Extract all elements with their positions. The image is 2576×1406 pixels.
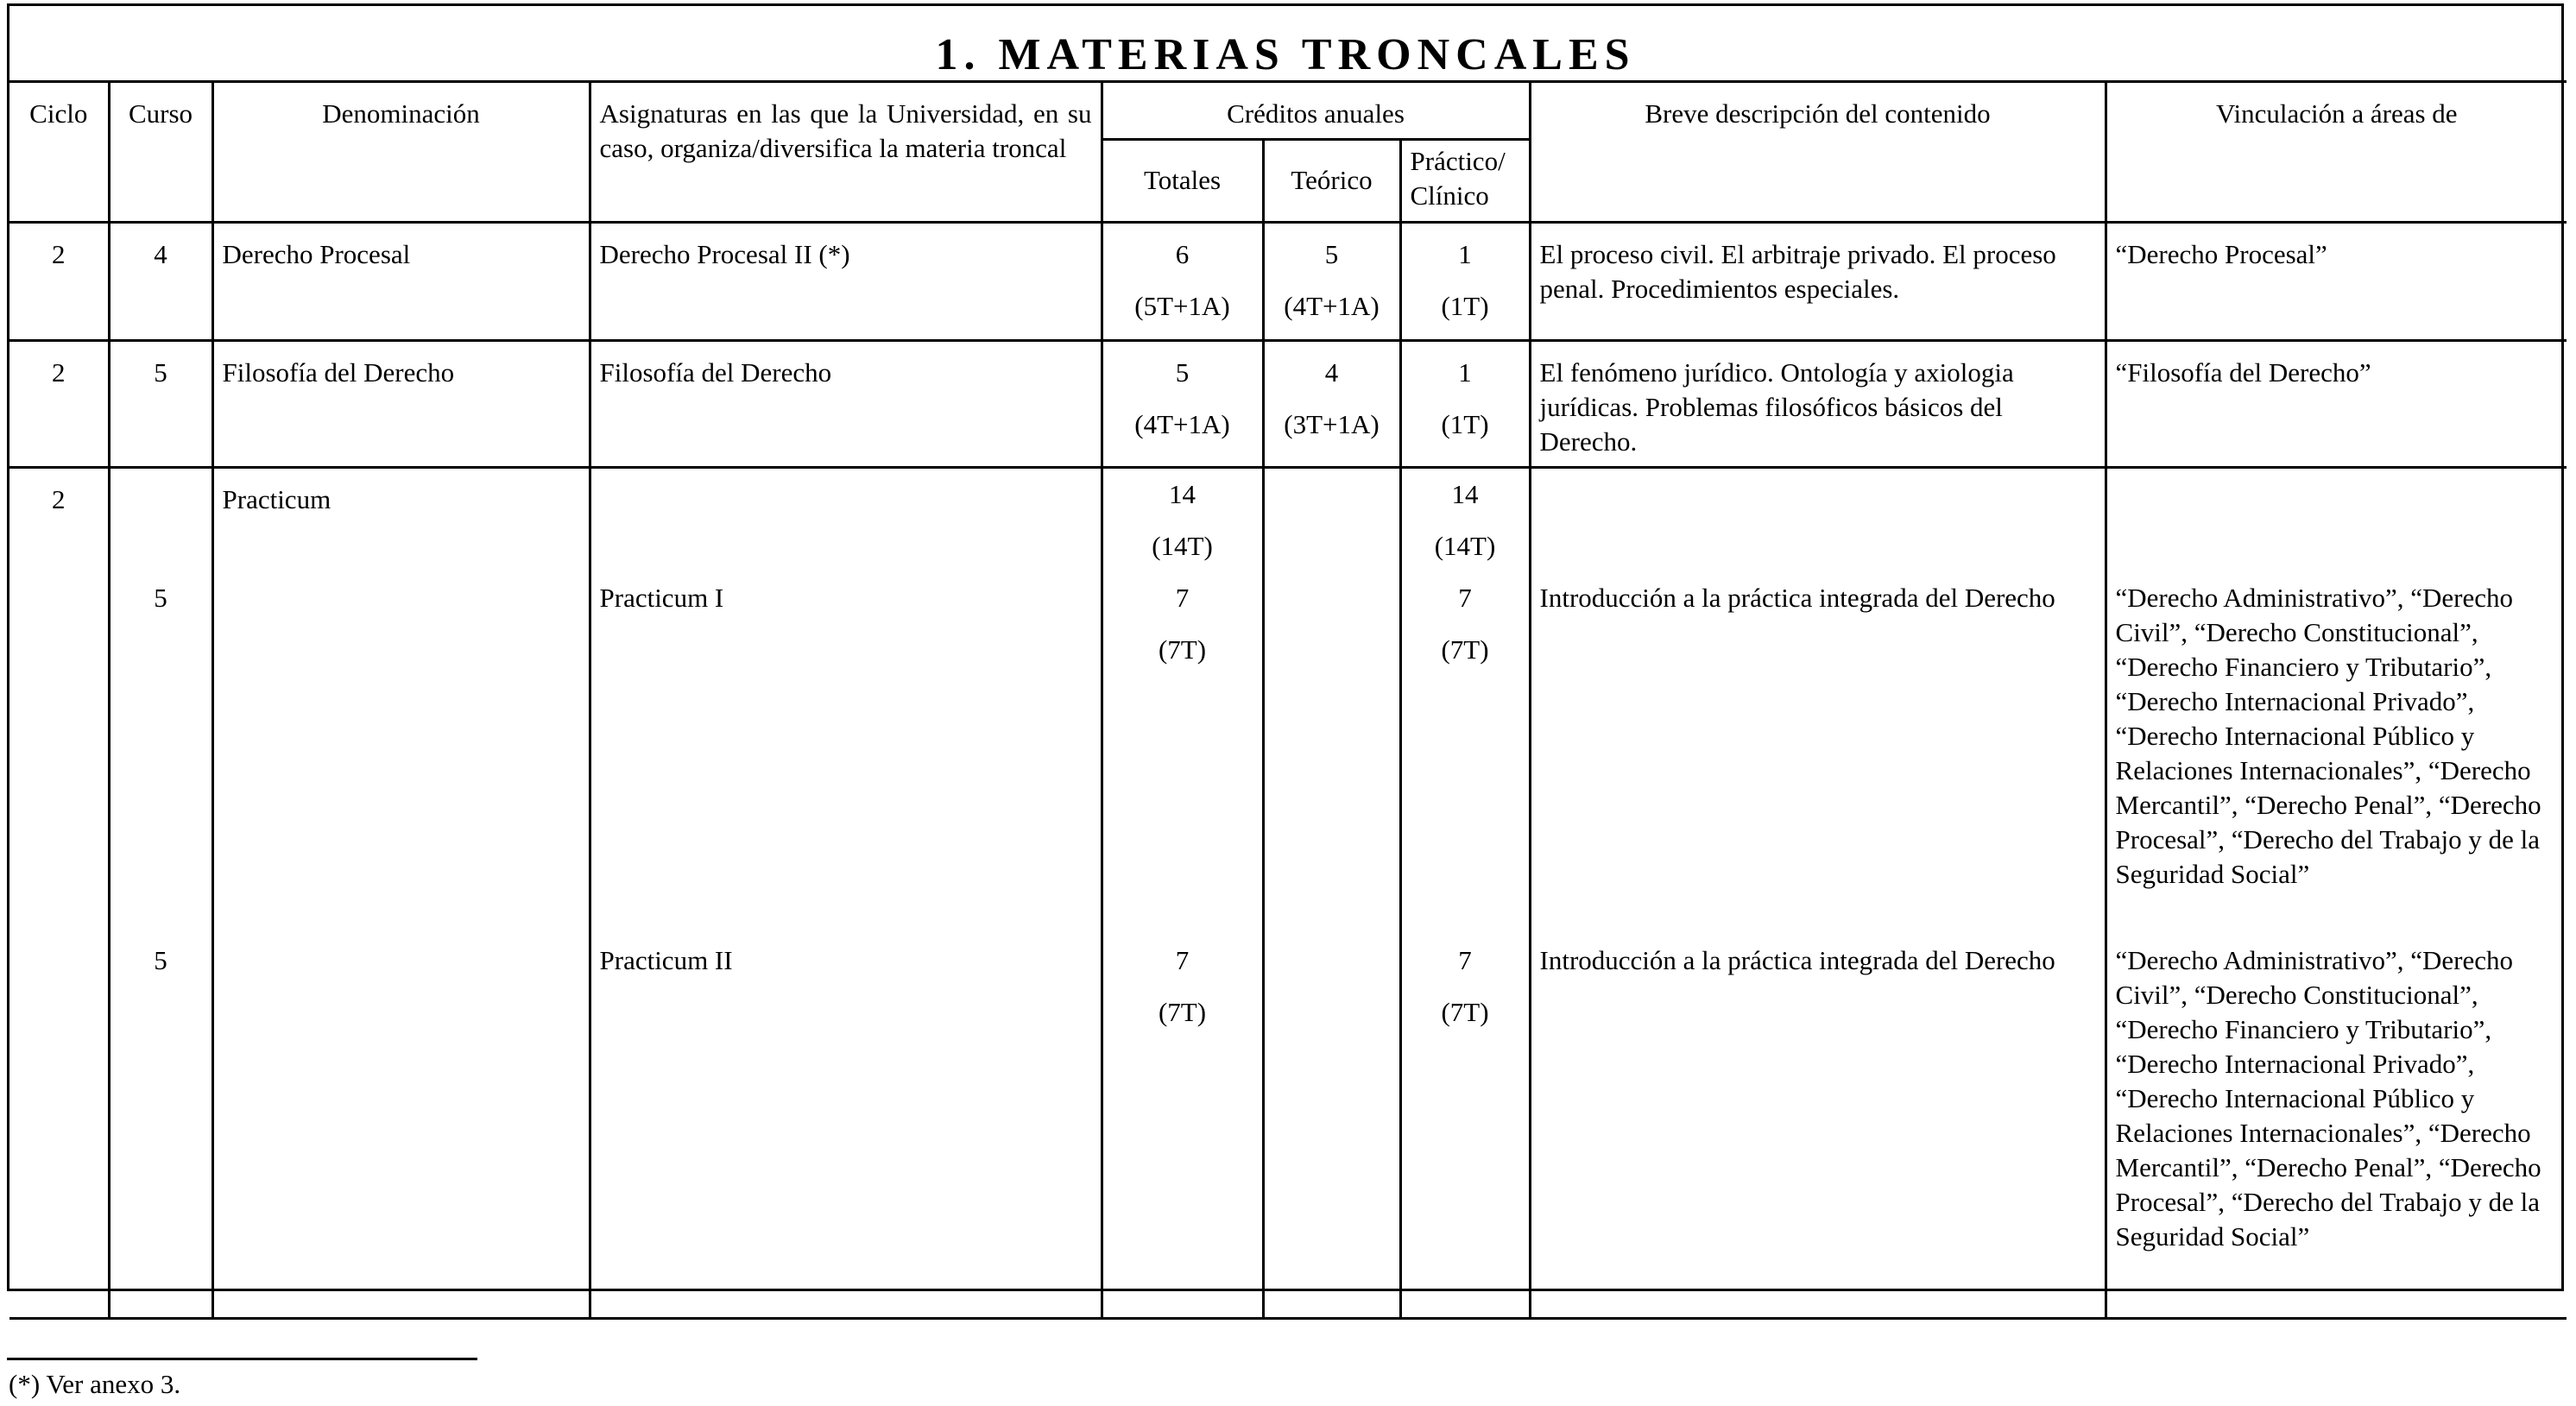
cell-asignatura (590, 468, 1102, 1319)
value-practico: 1 (1458, 357, 1472, 388)
header-teorico: Teórico (1263, 140, 1400, 223)
practicum-1-practico-detail: (7T) (1441, 634, 1489, 665)
cell-teorico (1263, 223, 1400, 341)
value-teorico: 5 (1324, 239, 1339, 269)
cell-totales (1102, 468, 1263, 1319)
practicum-2-curso: 5 (154, 945, 167, 975)
practicum-1-curso: 5 (154, 583, 167, 613)
value-teorico-detail: (3T+1A) (1284, 409, 1380, 439)
practicum-2-descripcion: Introducción a la práctica integrada del Derecho (1539, 945, 2055, 975)
cell-vinculacion: “Filosofía del Derecho” (2106, 341, 2567, 468)
value-practico-detail: (1T) (1441, 409, 1489, 439)
practicum-2-totales-detail: (7T) (1158, 997, 1207, 1027)
value-teorico-detail: (4T+1A) (1284, 291, 1380, 321)
value-practico: 1 (1458, 239, 1472, 269)
cell-teorico (1263, 341, 1400, 468)
footnote: (*) Ver anexo 3. (9, 1369, 181, 1399)
cell-denominacion: Filosofía del Derecho (212, 341, 590, 468)
cell-practico (1400, 223, 1530, 341)
cell-totales (1102, 341, 1263, 468)
cell-teorico (1263, 468, 1400, 1319)
value-practico-detail: (1T) (1441, 291, 1489, 321)
header-creditos-anuales: Créditos anuales (1102, 82, 1530, 140)
value-totales: 5 (1175, 357, 1190, 388)
cell-denominacion: Derecho Procesal (212, 223, 590, 341)
practicum-practico-detail: (14T) (1434, 531, 1496, 561)
cell-asignatura: Derecho Procesal II (*) (590, 223, 1102, 341)
cell-ciclo: 2 (9, 223, 109, 341)
practicum-2-practico: 7 (1458, 945, 1472, 975)
cell-denominacion: Practicum (212, 468, 590, 1319)
value-totales-detail: (4T+1A) (1134, 409, 1230, 439)
practicum-2-practico-detail: (7T) (1441, 997, 1489, 1027)
cell-practico (1400, 341, 1530, 468)
cell-descripcion: El proceso civil. El arbitraje privado. El proceso penal. Procedimientos especiales. (1530, 223, 2106, 341)
header-denominacion: Denominación (212, 82, 590, 223)
cell-curso: 5 (109, 341, 212, 468)
cell-curso: 4 (109, 223, 212, 341)
materias-table (9, 80, 2567, 1320)
practicum-1-asignatura: Practicum I (599, 583, 724, 613)
cell-ciclo: 2 (9, 341, 109, 468)
cell-vinculacion (2106, 468, 2567, 1319)
practicum-2-asignatura: Practicum II (599, 945, 733, 975)
cell-descripcion: El fenómeno jurídico. Ontología y axiologia jurídicas. Problemas filosóficos básicos del Derecho. (1530, 341, 2106, 468)
practicum-1-vinculacion: “Derecho Administrativo”, “Derecho Civil”, “Derecho Constitucional”, “Derecho Financiero y Tributario”, “Derecho Internacional Privado”, “Derecho Internacional Público y Relaciones Internacionales”, “Derecho Mercantil”, “Derecho Penal”, “Derecho Procesal”, “Derecho del Trabajo y de la Seguridad Social” (2115, 583, 2541, 889)
header-vinculacion: Vinculación a áreas de (2106, 82, 2567, 223)
page-title: 1. MATERIAS TRONCALES (9, 6, 2561, 83)
cell-practico (1400, 468, 1530, 1319)
practicum-totales: 14 (1169, 479, 1196, 509)
practicum-1-totales: 7 (1175, 583, 1190, 613)
header-ciclo: Ciclo (9, 82, 109, 223)
header-totales: Totales (1102, 140, 1263, 223)
table-row-practicum (9, 468, 2567, 1319)
cell-vinculacion: “Derecho Procesal” (2106, 223, 2567, 341)
table-row (9, 223, 2567, 341)
header-asignaturas: Asignaturas en las que la Universidad, en su caso, organiza/diversifica la materia troncal (590, 82, 1102, 223)
header-descripcion: Breve descripción del contenido (1530, 82, 2106, 223)
value-teorico: 4 (1324, 357, 1339, 388)
header-practico: Práctico/ Clínico (1400, 140, 1530, 223)
value-totales: 6 (1175, 239, 1190, 269)
practicum-1-totales-detail: (7T) (1158, 634, 1207, 665)
cell-totales (1102, 223, 1263, 341)
cell-descripcion (1530, 468, 2106, 1319)
value-totales-detail: (5T+1A) (1134, 291, 1230, 321)
materias-troncales-table-frame (7, 3, 2564, 1291)
cell-ciclo: 2 (9, 468, 109, 1319)
practicum-2-vinculacion: “Derecho Administrativo”, “Derecho Civil”, “Derecho Constitucional”, “Derecho Financiero y Tributario”, “Derecho Internacional Privado”, “Derecho Internacional Público y Relaciones Internacionales”, “Derecho Mercantil”, “Derecho Penal”, “Derecho Procesal”, “Derecho del Trabajo y de la Seguridad Social” (2115, 945, 2541, 1252)
practicum-1-practico: 7 (1458, 583, 1472, 613)
practicum-1-descripcion: Introducción a la práctica integrada del Derecho (1539, 583, 2055, 613)
table-row (9, 341, 2567, 468)
practicum-practico: 14 (1451, 479, 1479, 509)
practicum-2-totales: 7 (1175, 945, 1190, 975)
cell-curso (109, 468, 212, 1319)
cell-asignatura: Filosofía del Derecho (590, 341, 1102, 468)
footnote-separator (7, 1358, 477, 1360)
practicum-totales-detail: (14T) (1152, 531, 1213, 561)
header-curso: Curso (109, 82, 212, 223)
